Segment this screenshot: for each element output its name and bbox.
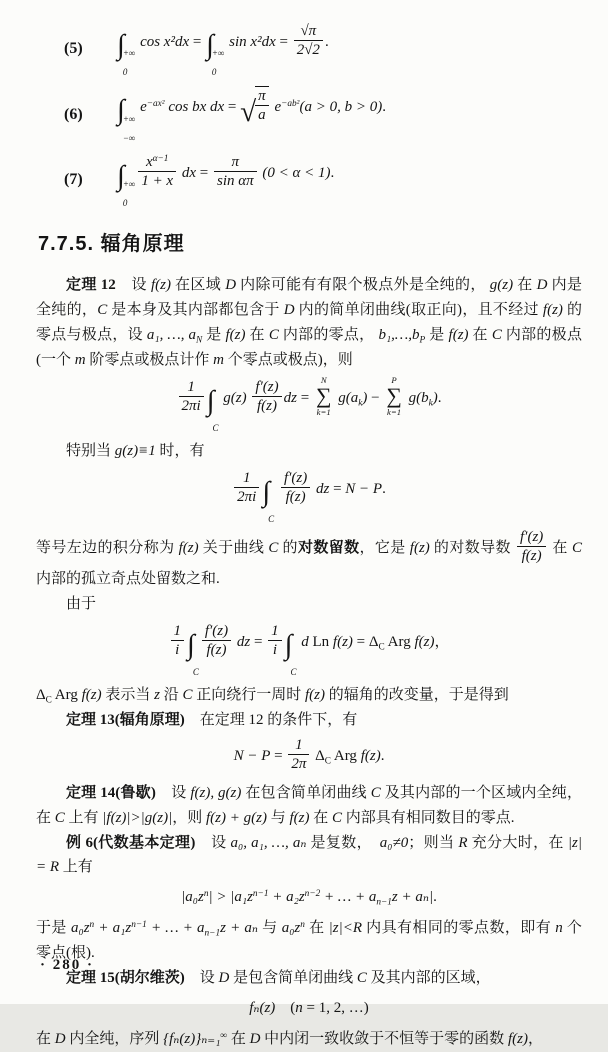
equation-7-formula: ∫ +∞ 0 $\frac{x^{\alpha-1}}{1 + x}$ dx = $\frac{\pi}{\text{sin απ}}$ (0 < α < 1).	[117, 153, 335, 208]
equation-7-label: (7)	[64, 170, 83, 188]
equation-function-sequence: fₙ(z) (n = 1, 2, …)	[249, 999, 369, 1016]
numbered-formula-list	[36, 22, 582, 208]
paragraph-thus-roots: 于是 $a_0z^n + a_1z^{n-1}$ + … + $a_{n-1}z + a_n$ 与 $a_0z^n$ 在 |z|<R 内具有相同的零点数，即有 n 个零点(根).	[36, 920, 582, 962]
equation-6-row	[64, 87, 582, 142]
paragraph-special-case: 特别当 g(z)≡1 时，有	[66, 442, 205, 459]
equation-argument-change: $\frac{1}{i}$ ∫ C $\frac{f'(z)}{f(z)}$ dz = $\frac{1}{i}$ ∫ C d Ln $f(z) = \Delta_C$ Arg f(z)，	[36, 622, 582, 677]
paragraph-theorem-14-rouche: 定理 14(鲁歇) 设 f(z), g(z) 在包含简单闭曲线 C 及其内部的一个区域内全纯，在 C 上有 |f(z)|>|g(z)|，则 f(z) + g(z) 与 f(z) 在 C 内部具有相同数目的零点.	[36, 784, 582, 826]
paragraph-theorem-12: 定理 12 设 f(z) 在区域 D 内除可能有有限个极点外是全纯的， g(z) 在 D 内是全纯的，C 是本身及其内部都包含于 D 内的简单闭曲线(取正向)，且不经过 f(z) 的零点与极点，设 a₁, …, $a_N$ 是 f(z) 在 C 内部的零点， $b_1,\dots,b_P$ 是 f(z) 在 C 内部的极点(一个 m 阶零点或极点计作 m 个零点或极点)，则	[36, 276, 582, 368]
paragraph-theorem-13: 定理 13(辐角原理) 在定理 12 的条件下，有	[66, 711, 358, 728]
equation-argument-principle: N − P = $\frac{1}{2\pi}$ $\Delta_C$ Arg f(z).	[233, 736, 385, 772]
paragraph-final-convergence: 在 D 内全纯，序列 {fₙ(z)}ₙ₌₁∞ 在 D 中内闭一致收敛于不恒等于零的函数 f(z)，	[36, 1030, 543, 1047]
equation-5-label: (5)	[64, 40, 83, 58]
equation-n-minus-p: $\frac{1}{2\pi i}$ ∫ C $\frac{f'(z)}{f(z)}$ dz = N − P.	[36, 469, 582, 524]
section-heading: 7.7.5. 辐角原理	[38, 232, 185, 255]
paragraph-example-6-fta: 例 6(代数基本定理) 设 a₀, a₁, …, aₙ 是复数， a₀≠0；则当 R 充分大时，在 |z| = R 上有	[36, 834, 582, 876]
paragraph-since: 由于	[66, 595, 97, 612]
equation-5-formula: ∫ +∞ 0 cos x²dx = ∫ +∞ 0 sin x²dx = $\frac{√\pi}{2√2}$ .	[117, 23, 329, 78]
paragraph-theorem-15-hurwitz: 定理 15(胡尔维茨) 设 D 是包含简单闭曲线 C 及其内部的区域，	[66, 970, 491, 987]
equation-polynomial-inequality: $|a_0z^n| > |a_1z^{n-1} + a_2z^{n-2}$ + … + $a_{n-1}z + a_n|$.	[181, 889, 437, 908]
equation-6-label: (6)	[64, 105, 83, 123]
paragraph-log-residue-definition: 等号左边的积分称为 f(z) 关于曲线 C 的对数留数，它是 f(z) 的对数导数 $\frac{f'(z)}{f(z)}$ 在 C 内部的孤立奇点处留数之和.	[36, 528, 582, 587]
equation-6-formula: ∫ +∞ −∞ $e^{-ax^2}$ cos bx dx = √ $\frac{\pi}{a}$ $e^{-ab^2}(a > 0$, b > 0).	[117, 87, 386, 143]
equation-5-row	[64, 22, 582, 77]
page-number: · 280 ·	[40, 957, 95, 974]
paragraph-delta-arg-explanation: $\Delta_C$ Arg f(z) 表示当 z 沿 C 正向绕行一周时 f(z) 的辐角的改变量，于是得到	[36, 687, 509, 706]
equation-log-residue: $\frac{1}{2\pi i}$ ∫ C g(z) $\frac{f'(z)}{f(z)}$ dz = N ∑ k=1 $g(a_k)$ − P ∑ k=1 $g(b_k)$.	[36, 378, 582, 433]
equation-7-row	[64, 153, 582, 208]
